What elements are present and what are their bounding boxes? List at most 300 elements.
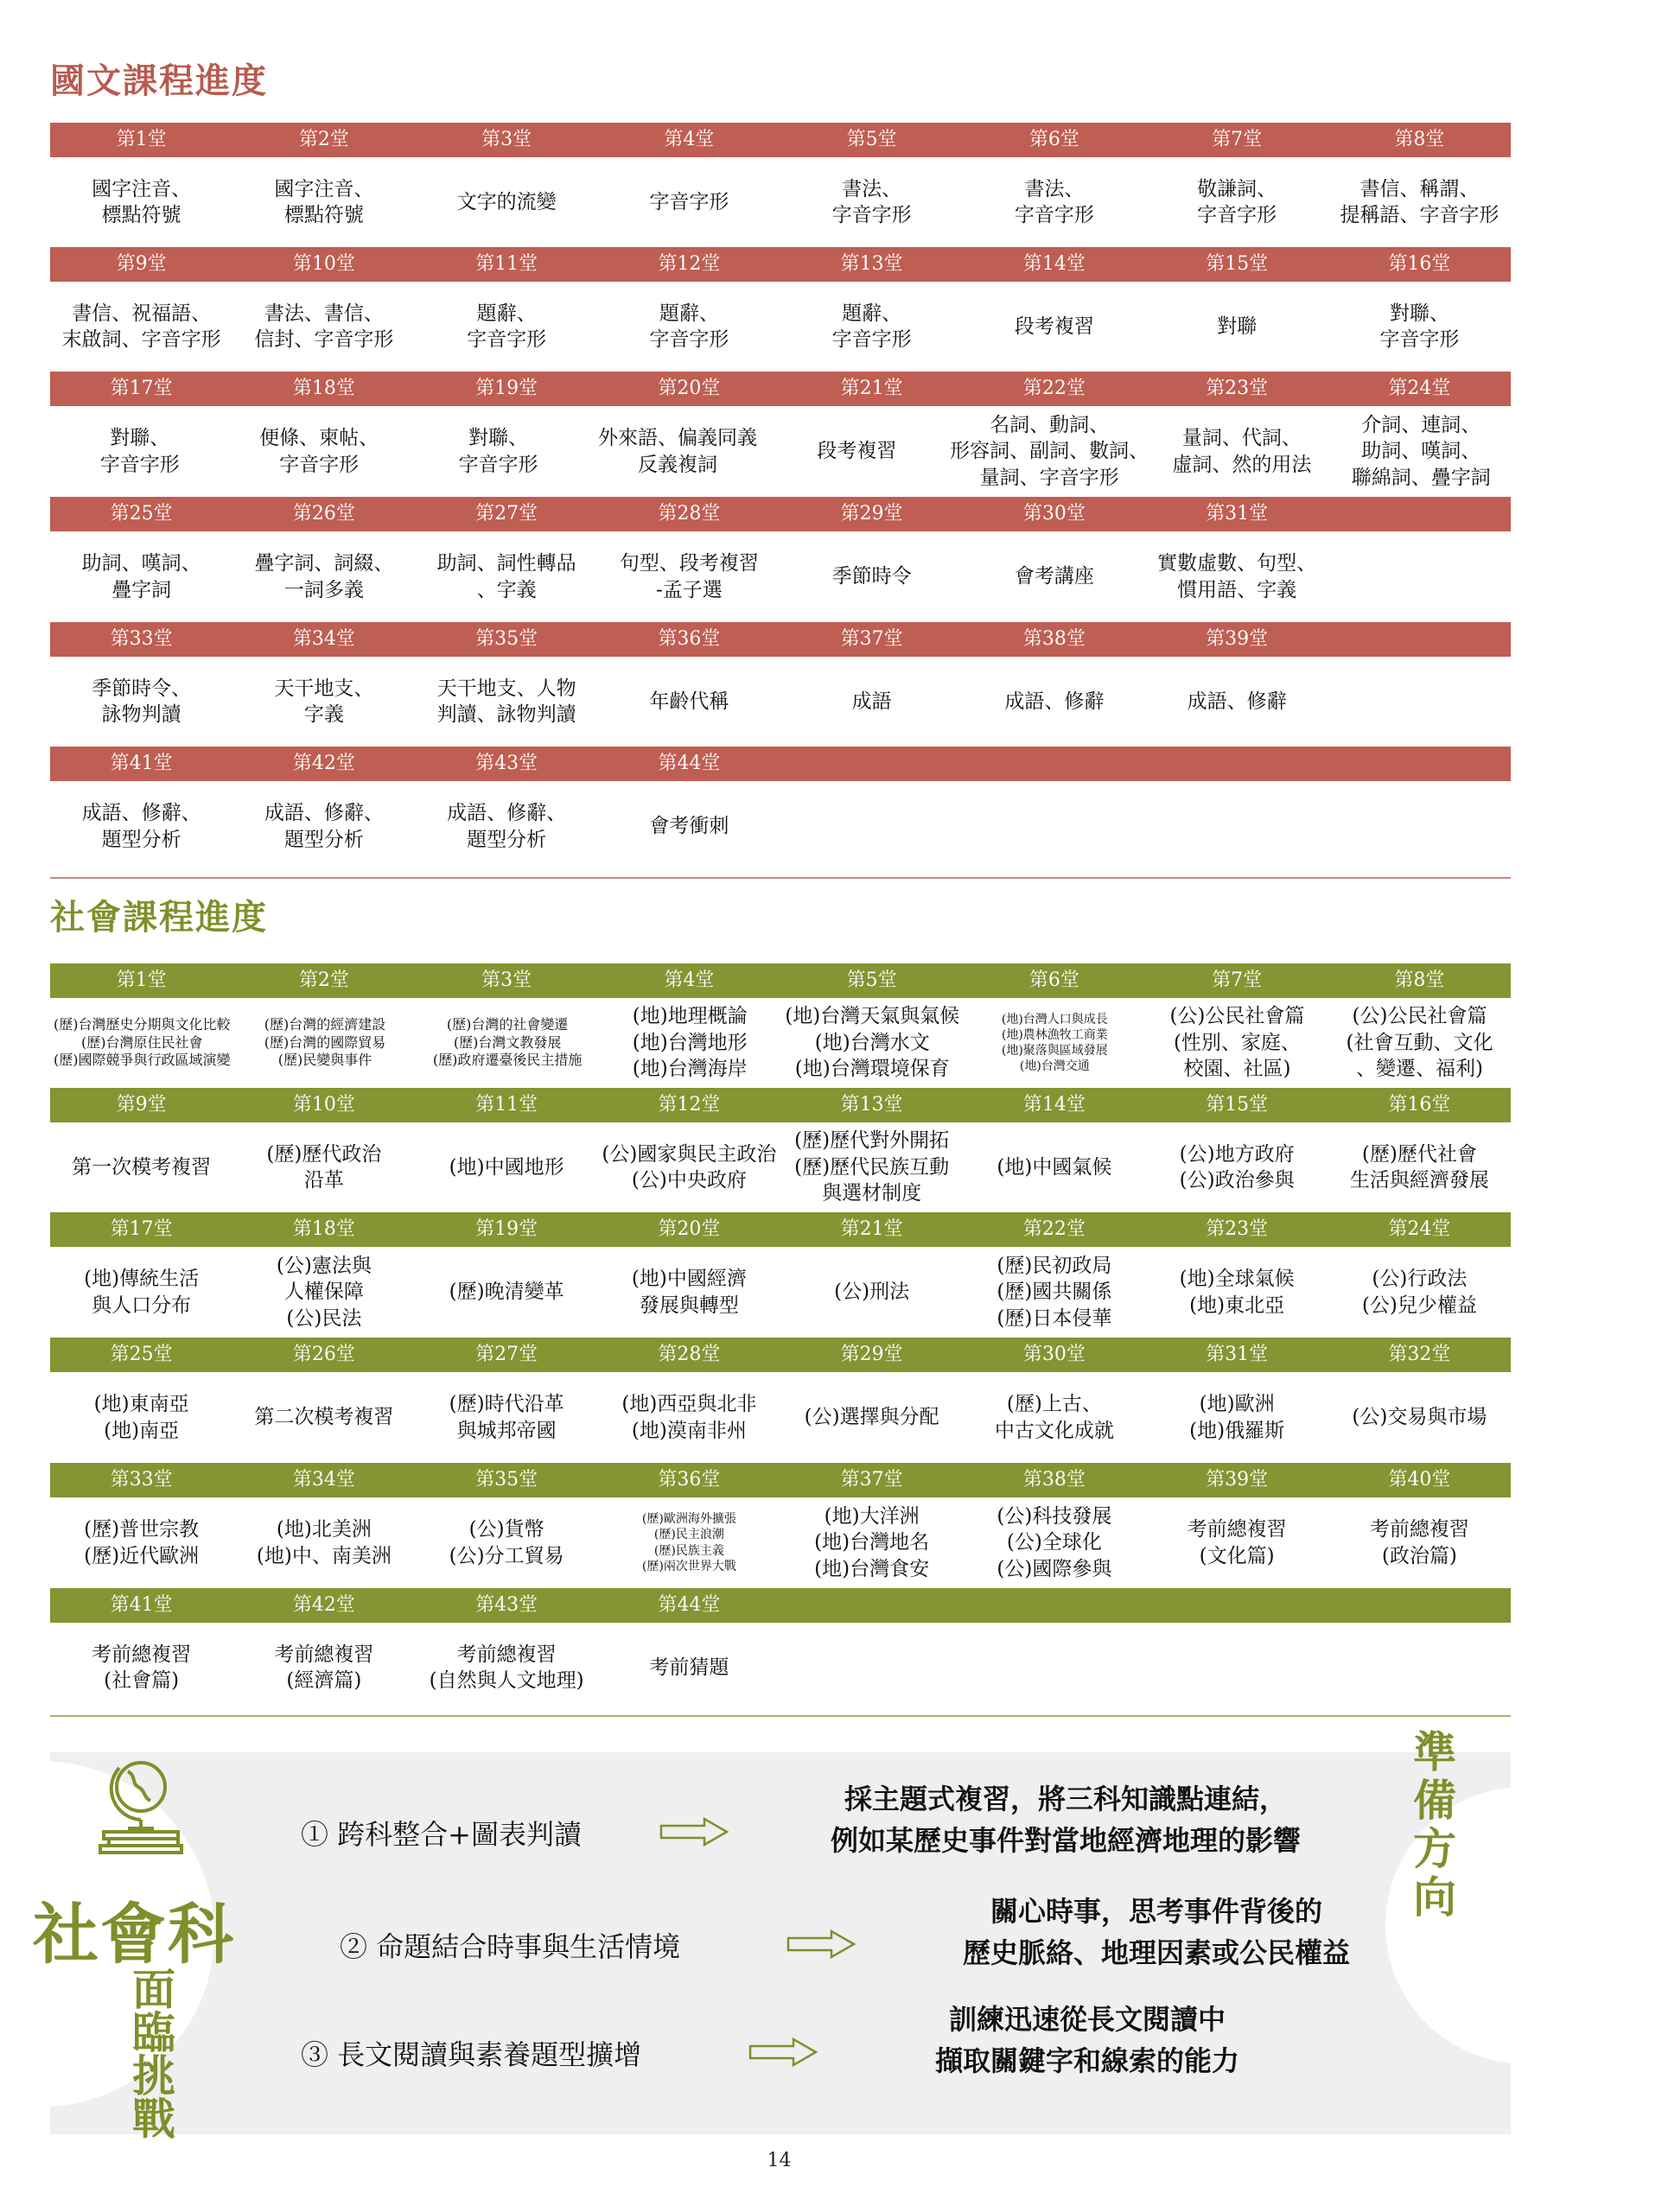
lesson-topic-line: (歷)歐洲海外擴張 — [641, 1512, 736, 1527]
lesson-topic-line: 發展與轉型 — [639, 1294, 739, 1317]
lesson-topic-line: (地)中國地形 — [449, 1155, 564, 1179]
lesson-topic-line: 天干地支、 — [274, 677, 374, 700]
schedule-header-row — [50, 123, 1511, 157]
lesson-number: 第41堂 — [110, 753, 173, 774]
lesson-topic-line: (歷)政府遷臺後民主措施 — [432, 1052, 583, 1069]
lesson-number: 第11堂 — [475, 1094, 538, 1116]
lesson-number: 第14堂 — [1022, 253, 1086, 275]
lesson-number: 第35堂 — [475, 628, 538, 650]
schedule-content-row — [50, 531, 1511, 622]
lesson-number — [1328, 1588, 1511, 1623]
schedule-content-row — [50, 406, 1511, 497]
lesson-number: 第28堂 — [658, 1344, 721, 1365]
lesson-topic-line: 形容詞、副詞、數詞、 — [950, 440, 1149, 463]
lesson-topic-line: 成語 — [851, 690, 892, 713]
lesson-number: 第5堂 — [846, 969, 897, 991]
lesson-topic-line: 疊字詞 — [111, 578, 172, 601]
lesson-topic-line: 沿革 — [303, 1169, 344, 1192]
lesson-topic — [50, 1516, 232, 1569]
lesson-topic — [781, 1003, 964, 1082]
lesson-topic — [1146, 1141, 1328, 1194]
lesson-number: 第19堂 — [475, 378, 538, 399]
lesson-topic — [1328, 1141, 1511, 1194]
lesson-topic-line: (地)漠南非州 — [631, 1419, 747, 1442]
lesson-topic-line: 成語、修辭、 — [81, 802, 201, 825]
lesson-topic — [963, 176, 1145, 229]
challenge-point-1: ① 跨科整合+圖表判讀 — [301, 1818, 582, 1851]
lesson-number: 第13堂 — [840, 253, 903, 275]
schedule-row — [50, 1588, 1511, 1713]
lesson-number — [1328, 622, 1511, 657]
lesson-topic-line: (歷)民初政局 — [997, 1254, 1112, 1277]
lesson-topic-line: 助詞、嘆詞、 — [81, 552, 201, 575]
lesson-number — [1328, 497, 1511, 531]
lesson-topic-line: (公)選擇與分配 — [804, 1406, 939, 1429]
lesson-number: 第25堂 — [110, 503, 173, 524]
lesson-topic-line: 考前總複習 — [1369, 1518, 1469, 1541]
lesson-number: 第18堂 — [292, 378, 355, 399]
lesson-topic-line: 字音字形 — [279, 453, 360, 476]
lesson-topic-line: 字音字形 — [649, 190, 729, 213]
lesson-number: 第19堂 — [475, 1218, 538, 1240]
lesson-number: 第31堂 — [1206, 503, 1269, 524]
lesson-topic-line: (政治篇) — [1381, 1544, 1457, 1567]
lesson-topic-line: (歷)近代歐洲 — [84, 1544, 200, 1567]
lesson-topic-line: 題型分析 — [101, 828, 181, 851]
lesson-topic-line: (公)民法 — [286, 1306, 362, 1330]
lesson-number: 第3堂 — [481, 969, 532, 991]
lesson-number: 第24堂 — [1388, 1218, 1451, 1240]
lesson-topic — [780, 301, 963, 353]
lesson-topic-line: 國字注音、 — [92, 177, 192, 200]
lesson-topic — [598, 1655, 780, 1681]
lesson-topic-line: 成語、修辭、 — [264, 802, 384, 825]
lesson-number: 第9堂 — [116, 253, 167, 275]
lesson-number: 第1堂 — [116, 129, 167, 150]
schedule-content-row — [50, 157, 1511, 247]
lesson-topic-line: 提稱語、字音字形 — [1340, 204, 1500, 226]
lesson-topic-line: 字音字形 — [99, 453, 180, 476]
lesson-number: 第9堂 — [116, 1094, 167, 1116]
lesson-number: 第12堂 — [658, 1094, 721, 1116]
lesson-topic — [963, 1154, 1145, 1180]
lesson-topic-line: (地)台灣人口與成長 — [1001, 1012, 1108, 1027]
lesson-number: 第37堂 — [840, 1469, 903, 1491]
lesson-number: 第39堂 — [1206, 628, 1269, 650]
lesson-topic-line: 題型分析 — [467, 828, 547, 851]
lesson-topic-line: (地)俄羅斯 — [1189, 1419, 1285, 1442]
lesson-topic-line: 會考講座 — [1014, 565, 1094, 588]
lesson-topic — [50, 301, 232, 353]
lesson-topic-line: 題辭、 — [659, 302, 719, 325]
lesson-topic-line: (自然與人文地理) — [429, 1669, 584, 1692]
lesson-topic — [780, 563, 963, 589]
lesson-topic-line: 名詞、動詞、 — [990, 413, 1110, 436]
lesson-number: 第16堂 — [1388, 253, 1451, 275]
lesson-topic-line: (歷)民族主義 — [653, 1543, 724, 1558]
lesson-topic — [598, 1391, 780, 1444]
lesson-number: 第6堂 — [1028, 969, 1079, 991]
lesson-topic-line: 字音字形 — [831, 328, 912, 351]
lesson-number: 第17堂 — [110, 1218, 173, 1240]
lesson-topic-line: 字音字形 — [1379, 328, 1460, 351]
lesson-topic-line: 字音字形 — [831, 204, 912, 226]
lesson-number: 第10堂 — [292, 1094, 355, 1116]
lesson-number: 第43堂 — [475, 1594, 538, 1616]
lesson-topic — [588, 425, 767, 478]
lesson-topic-line: 人權保障 — [283, 1281, 364, 1304]
lesson-topic-line: 字音字形 — [649, 328, 729, 351]
lesson-topic-line: 書法、書信、 — [264, 302, 384, 325]
lesson-topic-line: 對聯、 — [1389, 302, 1449, 325]
lesson-number: 第30堂 — [1022, 503, 1086, 524]
lesson-topic-line: 題辭、 — [476, 302, 537, 325]
lesson-number: 第23堂 — [1206, 1218, 1269, 1240]
section-divider — [50, 877, 1511, 879]
page-number: 14 — [767, 2150, 792, 2171]
lesson-topic — [50, 176, 232, 229]
lesson-topic-line: 量詞、代詞、 — [1181, 427, 1302, 450]
lesson-number: 第28堂 — [658, 503, 721, 524]
lesson-topic — [416, 1391, 598, 1444]
lesson-topic-line: (公)國際參與 — [997, 1557, 1112, 1580]
lesson-number: 第39堂 — [1206, 1469, 1269, 1491]
schedule-header-row — [50, 1463, 1511, 1497]
challenge-desc-line: 訓練迅速從長文閱讀中 — [948, 2003, 1226, 2036]
lesson-number — [963, 1588, 1145, 1623]
lesson-topic-line: 、變遷、福利) — [1356, 1058, 1483, 1081]
schedule-row — [50, 123, 1511, 247]
lesson-topic-line: (歷)台灣文教發展 — [453, 1033, 562, 1051]
lesson-number: 第33堂 — [110, 1469, 173, 1491]
lesson-topic-line: (歷)台灣的國際貿易 — [264, 1033, 386, 1051]
lesson-topic — [232, 1516, 415, 1569]
schedule-row — [50, 622, 1511, 747]
lesson-topic-line: -孟子選 — [655, 578, 723, 601]
lesson-topic — [1146, 1516, 1328, 1569]
lesson-number: 第2堂 — [298, 969, 349, 991]
lesson-topic — [780, 1503, 963, 1582]
schedule-content-row — [50, 657, 1511, 747]
lesson-topic — [598, 301, 780, 353]
lesson-topic — [1328, 176, 1511, 229]
lesson-topic-line: (公)交易與市場 — [1352, 1406, 1487, 1429]
chinese-schedule-table — [50, 123, 1511, 872]
lesson-topic-line: 反義複詞 — [637, 453, 717, 476]
lesson-topic — [599, 1003, 781, 1082]
lesson-number: 第35堂 — [475, 1469, 538, 1491]
lesson-topic-line: 句型、段考複習 — [619, 552, 759, 575]
lesson-topic — [1328, 1516, 1511, 1569]
lesson-topic — [1146, 689, 1328, 715]
schedule-header-row — [50, 1338, 1511, 1372]
lesson-number: 第5堂 — [846, 129, 897, 150]
lesson-topic-line: 詠物判讀 — [101, 703, 181, 726]
lesson-topic-line: 成語、修辭 — [1187, 690, 1287, 713]
lesson-number: 第14堂 — [1022, 1094, 1086, 1116]
challenge-desc-line: 採主題式複習，將三科知識點連結， — [844, 1783, 1287, 1815]
lesson-topic-line: (地)歐洲 — [1199, 1393, 1275, 1416]
lesson-topic — [780, 176, 963, 229]
arrow-right-icon — [748, 2037, 818, 2067]
challenge-title: 社會科 — [33, 1896, 235, 1973]
social-schedule-title: 社會課程進度 — [50, 897, 268, 938]
lesson-topic — [50, 1391, 232, 1444]
lesson-topic-line: (地)台灣交通 — [1019, 1059, 1090, 1074]
lesson-number: 第3堂 — [481, 129, 532, 150]
lesson-topic — [1146, 550, 1328, 603]
lesson-topic — [416, 1279, 598, 1305]
lesson-number: 第27堂 — [475, 1344, 538, 1365]
lesson-topic-line: 末啟詞、字音字形 — [61, 328, 221, 351]
lesson-topic-line: 字音字形 — [1014, 204, 1094, 226]
challenge-point-2: ② 命題結合時事與生活情境 — [340, 1930, 681, 1963]
lesson-topic-line: 介詞、連詞、 — [1361, 413, 1481, 436]
lesson-topic-line: 考前猜題 — [649, 1656, 729, 1679]
lesson-topic-line: 外來語、偏義同義 — [597, 427, 757, 450]
challenge-desc-line: 擷取關鍵字和線索的能力 — [934, 2044, 1239, 2077]
lesson-number: 第29堂 — [840, 503, 903, 524]
lesson-topic — [963, 563, 1145, 589]
schedule-content-row — [50, 1623, 1511, 1713]
lesson-number: 第31堂 — [1206, 1344, 1269, 1365]
lesson-topic-line: 書法、 — [1024, 177, 1085, 200]
lesson-topic-line: (歷)上古、 — [1006, 1393, 1102, 1416]
lesson-topic — [1328, 301, 1511, 353]
lesson-number: 第26堂 — [292, 503, 355, 524]
lesson-topic — [232, 176, 415, 229]
lesson-topic-line: 便條、柬帖、 — [259, 427, 379, 450]
schedule-content-row — [50, 1247, 1511, 1338]
lesson-topic-line: 慣用語、字義 — [1177, 578, 1297, 601]
challenge-desc-line: 歷史脈絡、地理因素或公民權益 — [962, 1936, 1350, 1969]
lesson-topic — [409, 425, 588, 478]
lesson-topic-line: (地)聚落與區域發展 — [1001, 1044, 1108, 1058]
schedule-header-row — [50, 1588, 1511, 1623]
lesson-topic-line: 考前總複習 — [1187, 1518, 1287, 1541]
schedule-row — [50, 1463, 1511, 1588]
schedule-header-row — [50, 497, 1511, 531]
lesson-topic — [232, 1404, 415, 1430]
lesson-topic-line: 第一次模考複習 — [72, 1155, 212, 1179]
lesson-number: 第20堂 — [658, 1218, 721, 1240]
lesson-topic-line: 對聯、 — [468, 427, 529, 450]
challenge-panel — [33, 1726, 1511, 2145]
preparation-direction-label: 準備方向 — [1413, 1726, 1456, 1923]
lesson-number: 第30堂 — [1022, 1344, 1086, 1365]
schedule-header-row — [50, 963, 1511, 998]
lesson-topic — [598, 813, 780, 839]
lesson-topic — [598, 689, 780, 715]
lesson-topic — [598, 1141, 780, 1194]
lesson-number: 第34堂 — [292, 628, 355, 650]
lesson-topic-line: (社會互動、文化 — [1346, 1031, 1493, 1054]
lesson-number: 第32堂 — [1388, 1344, 1451, 1365]
lesson-topic-line: 考前總複習 — [92, 1643, 192, 1666]
lesson-topic-line: 與城邦帝國 — [456, 1419, 557, 1442]
lesson-topic — [416, 800, 598, 853]
lesson-topic — [598, 189, 780, 215]
lesson-topic-line: 段考複習 — [817, 440, 897, 463]
lesson-number: 第18堂 — [292, 1218, 355, 1240]
challenge-desc-2 — [914, 1891, 1398, 1974]
lesson-topic-line: 敬謙詞、 — [1197, 177, 1277, 200]
globe-books-icon — [93, 1752, 188, 1856]
lesson-topic-line: (地)中國氣候 — [997, 1155, 1112, 1179]
lesson-topic-line: (歷)台灣的社會變遷 — [446, 1015, 569, 1033]
lesson-number: 第2堂 — [298, 129, 349, 150]
lesson-number: 第13堂 — [840, 1094, 903, 1116]
lesson-number: 第36堂 — [658, 1469, 721, 1491]
lesson-topic-line: (公)全球化 — [1006, 1531, 1102, 1554]
lesson-topic-line: (地)農林漁牧工商業 — [1001, 1027, 1108, 1042]
challenge-desc-line: 關心時事，思考事件背後的 — [990, 1895, 1322, 1928]
lesson-topic-line: 段考複習 — [1014, 315, 1094, 338]
lesson-topic — [232, 1141, 415, 1194]
lesson-topic — [1328, 1003, 1511, 1082]
lesson-number: 第43堂 — [475, 753, 538, 774]
lesson-topic — [780, 1128, 963, 1206]
lesson-topic-line: (社會篇) — [104, 1669, 180, 1692]
lesson-topic-line: 季節時令、 — [92, 677, 192, 700]
lesson-topic-line: (歷)歷代對外開拓 — [794, 1129, 950, 1153]
arrow-right-icon — [659, 1817, 729, 1847]
lesson-number: 第15堂 — [1206, 253, 1269, 275]
lesson-topic-line: 季節時令 — [831, 565, 912, 588]
lesson-topic-line: (歷)國共關係 — [997, 1281, 1112, 1304]
lesson-topic-line: (公)行政法 — [1372, 1268, 1468, 1291]
lesson-number: 第22堂 — [1022, 1218, 1086, 1240]
lesson-topic — [232, 1253, 415, 1332]
schedule-header-row — [50, 1212, 1511, 1247]
schedule-row — [50, 497, 1511, 622]
lesson-number — [1328, 747, 1511, 781]
lesson-topic-line: 書信、稱謂、 — [1360, 177, 1480, 200]
lesson-topic-line: (歷)時代沿革 — [449, 1393, 564, 1416]
lesson-topic-line: (歷)歷代政治 — [266, 1142, 382, 1166]
lesson-topic-line: (歷)晚清變革 — [449, 1281, 564, 1304]
lesson-number: 第8堂 — [1394, 969, 1445, 991]
lesson-number: 第34堂 — [292, 1469, 355, 1491]
lesson-topic — [232, 1642, 415, 1694]
lesson-topic — [232, 676, 415, 728]
schedule-content-row — [50, 781, 1511, 872]
lesson-topic — [232, 301, 415, 353]
lesson-number: 第4堂 — [664, 129, 715, 150]
lesson-topic-line: (地)台灣環境保育 — [794, 1058, 950, 1081]
lesson-topic-line: 生活與經濟發展 — [1349, 1169, 1489, 1192]
lesson-number: 第33堂 — [110, 628, 173, 650]
challenge-point-3: ③ 長文閱讀與素養題型擴增 — [301, 2038, 642, 2071]
lesson-topic-line: 題辭、 — [842, 302, 902, 325]
lesson-topic-line: (公)中央政府 — [631, 1169, 747, 1192]
schedule-row — [50, 1088, 1511, 1212]
lesson-topic — [416, 301, 598, 353]
lesson-topic — [1332, 412, 1511, 491]
schedule-content-row — [50, 1122, 1511, 1212]
lesson-topic-line: 判讀、詠物判讀 — [436, 703, 576, 726]
lesson-topic-line: 疊字詞、詞綴、 — [254, 552, 394, 575]
lesson-topic — [1152, 425, 1331, 478]
lesson-topic — [50, 1154, 232, 1180]
lesson-topic-line: (性別、家庭、 — [1173, 1031, 1301, 1054]
lesson-topic-line: 成語、修辭、 — [447, 802, 567, 825]
schedule-header-row — [50, 247, 1511, 282]
lesson-topic-line: (歷)日本侵華 — [997, 1306, 1112, 1330]
lesson-topic — [232, 800, 415, 853]
lesson-topic-line: 助詞、詞性轉品 — [436, 552, 576, 575]
lesson-number: 第10堂 — [292, 253, 355, 275]
lesson-topic-line: (地)西亞與北非 — [621, 1393, 757, 1416]
lesson-topic-line: 虛詞、然的用法 — [1172, 453, 1312, 476]
schedule-row — [50, 372, 1511, 497]
lesson-topic-line: 書信、祝福語、 — [72, 302, 212, 325]
lesson-topic — [416, 550, 598, 603]
lesson-topic-line: (公)科技發展 — [997, 1504, 1112, 1528]
lesson-topic-line: (歷)民變與事件 — [277, 1052, 373, 1069]
lesson-topic — [50, 800, 232, 853]
lesson-topic-line: 實數虛數、句型、 — [1157, 552, 1317, 575]
lesson-number: 第6堂 — [1028, 129, 1079, 150]
challenge-desc-line: 例如某歷史事件對當地經濟地理的影響 — [830, 1824, 1301, 1857]
lesson-topic — [229, 425, 408, 478]
lesson-topic — [50, 1642, 232, 1694]
lesson-topic-line: (公)地方政府 — [1179, 1142, 1295, 1166]
lesson-topic-line: 年齡代稱 — [649, 690, 729, 713]
lesson-number: 第24堂 — [1388, 378, 1451, 399]
lesson-topic — [416, 1154, 598, 1180]
schedule-header-row — [50, 372, 1511, 406]
lesson-topic — [1146, 1391, 1328, 1444]
lesson-topic — [963, 1503, 1145, 1582]
lesson-topic-line: (地)台灣食安 — [814, 1557, 930, 1580]
challenge-subtitle: 面臨挑戰 — [132, 1964, 175, 2145]
schedule-row — [50, 1212, 1511, 1338]
lesson-number: 第16堂 — [1388, 1094, 1451, 1116]
schedule-header-row — [50, 1088, 1511, 1122]
lesson-topic-line: (地)北美洲 — [276, 1518, 372, 1541]
lesson-number: 第42堂 — [292, 753, 355, 774]
lesson-topic — [780, 689, 963, 715]
lesson-number — [780, 1588, 963, 1623]
schedule-content-row — [50, 1497, 1511, 1588]
lesson-number: 第4堂 — [664, 969, 715, 991]
lesson-topic — [598, 550, 780, 603]
lesson-number: 第42堂 — [292, 1594, 355, 1616]
lesson-topic-line: 第二次模考複習 — [254, 1406, 394, 1429]
lesson-number: 第11堂 — [475, 253, 538, 275]
lesson-topic-line: (歷)民主浪潮 — [653, 1528, 724, 1542]
schedule-header-row — [50, 622, 1511, 657]
lesson-topic-line: (公)兒少權益 — [1361, 1294, 1477, 1317]
lesson-topic-line: 聯綿詞、疊字詞 — [1351, 466, 1491, 489]
lesson-topic-line: (地)大洋洲 — [824, 1504, 920, 1528]
lesson-topic-line: 對聯 — [1217, 315, 1258, 338]
lesson-topic — [963, 314, 1145, 340]
lesson-topic-line: 會考衝刺 — [649, 815, 729, 838]
lesson-topic-line: 量詞、字音字形 — [979, 466, 1119, 489]
lesson-number: 第7堂 — [1212, 129, 1263, 150]
lesson-topic-line: (地)台灣海岸 — [632, 1058, 748, 1081]
lesson-topic — [946, 412, 1152, 491]
lesson-topic-line: (公)政治參與 — [1179, 1169, 1295, 1192]
lesson-topic — [416, 1642, 598, 1694]
lesson-topic — [1146, 1266, 1328, 1319]
arrow-right-icon — [786, 1929, 856, 1959]
lesson-topic-line: (地)全球氣候 — [1179, 1268, 1295, 1291]
lesson-number: 第8堂 — [1394, 129, 1445, 150]
lesson-topic-line: (歷)歷代民族互動 — [794, 1155, 950, 1179]
